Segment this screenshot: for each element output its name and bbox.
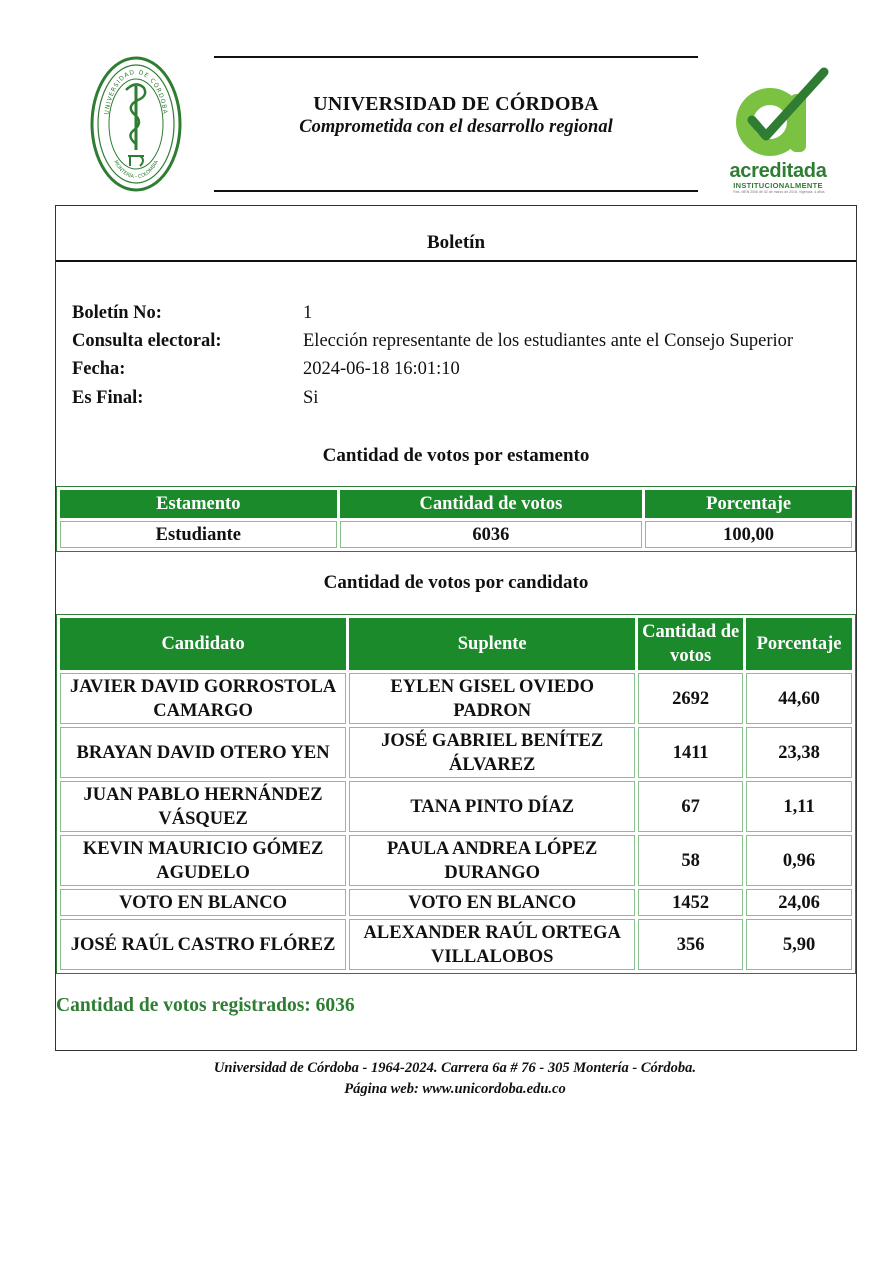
table-cell: KEVIN MAURICIO GÓMEZ AGUDELO [60, 835, 346, 886]
table-cell: 0,96 [746, 835, 852, 886]
table-cell: 1411 [638, 727, 743, 778]
table-row [60, 781, 852, 832]
table-header-row [60, 490, 852, 518]
info-value: 2024-06-18 16:01:10 [303, 359, 460, 379]
estamento-section-title: Cantidad de votos por estamento [322, 445, 590, 466]
table-cell: 2692 [638, 673, 743, 724]
column-header: Cantidad de votos [638, 618, 743, 670]
table-row [60, 521, 852, 548]
table-cell: Estudiante [60, 521, 337, 548]
table-cell: 100,00 [645, 521, 852, 548]
table-cell: TANA PINTO DÍAZ [349, 781, 635, 832]
table-cell: 58 [638, 835, 743, 886]
accreditation-subtitle: INSTITUCIONALMENTE [733, 181, 823, 190]
header-top-rule [214, 56, 698, 58]
table-cell: 6036 [340, 521, 643, 548]
accreditation-fine-print: Res. MEN 2006 de 02 de marzo de 2018, Vigencia: 4 años [733, 190, 825, 194]
table-cell: 356 [638, 919, 743, 970]
info-value: 1 [303, 303, 313, 323]
info-label: Consulta electoral: [72, 331, 222, 351]
table-row [60, 727, 852, 778]
table-cell: PAULA ANDREA LÓPEZ DURANGO [349, 835, 635, 886]
table-cell: 1452 [638, 889, 743, 916]
table-cell: 67 [638, 781, 743, 832]
table-cell: 24,06 [746, 889, 852, 916]
bulletin-title: Boletín [56, 206, 856, 262]
header-bottom-rule [214, 190, 698, 192]
table-cell: BRAYAN DAVID OTERO YEN [60, 727, 346, 778]
table-cell: 1,11 [746, 781, 852, 832]
university-motto: Comprometida con el desarrollo regional [299, 117, 613, 137]
table-cell: EYLEN GISEL OVIEDO PADRON [349, 673, 635, 724]
column-header: Suplente [349, 618, 635, 670]
column-header: Cantidad de votos [340, 490, 643, 518]
info-value: Si [303, 388, 319, 408]
bulletin-box [55, 205, 857, 1051]
info-row-date [72, 359, 852, 387]
table-header-row [60, 618, 852, 670]
column-header: Porcentaje [645, 490, 852, 518]
column-header: Candidato [60, 618, 346, 670]
footer-address: Universidad de Córdoba - 1964-2024. Carrera 6a # 76 - 305 Montería - Córdoba. [213, 1060, 697, 1076]
candidato-section-title: Cantidad de votos por candidato [323, 572, 589, 593]
info-label: Boletín No: [72, 303, 162, 323]
table-row [60, 919, 852, 970]
column-header: Porcentaje [746, 618, 852, 670]
info-row-is-final [72, 388, 852, 416]
total-registered-votes: Cantidad de votos registrados: 6036 [56, 995, 355, 1016]
table-cell: 5,90 [746, 919, 852, 970]
table-cell: JOSÉ RAÚL CASTRO FLÓREZ [60, 919, 346, 970]
column-header: Estamento [60, 490, 337, 518]
table-row [60, 835, 852, 886]
footer-website: Página web: www.unicordoba.edu.co [344, 1081, 566, 1097]
university-seal-logo [90, 56, 182, 192]
candidato-table [56, 614, 856, 974]
table-cell: JUAN PABLO HERNÁNDEZ VÁSQUEZ [60, 781, 346, 832]
university-name: UNIVERSIDAD DE CÓRDOBA [313, 93, 599, 115]
table-cell: 44,60 [746, 673, 852, 724]
table-cell: ALEXANDER RAÚL ORTEGA VILLALOBOS [349, 919, 635, 970]
info-label: Es Final: [72, 388, 144, 408]
table-cell: JAVIER DAVID GORROSTOLA CAMARGO [60, 673, 346, 724]
table-row [60, 889, 852, 916]
svg-text:UNIVERSIDAD DE CÓRDOBA: UNIVERSIDAD DE CÓRDOBA [103, 68, 169, 116]
accreditation-word: acreditada [729, 160, 827, 182]
table-cell: VOTO EN BLANCO [349, 889, 635, 916]
svg-text:MONTERÍA - COLOMBIA: MONTERÍA - COLOMBIA [112, 159, 160, 181]
info-row-electoral-consult [72, 331, 852, 359]
table-cell: JOSÉ GABRIEL BENÍTEZ ÁLVAREZ [349, 727, 635, 778]
info-row-bulletin-number [72, 303, 852, 331]
info-label: Fecha: [72, 359, 126, 379]
table-cell: 23,38 [746, 727, 852, 778]
table-row [60, 673, 852, 724]
estamento-table [56, 486, 856, 552]
table-cell: VOTO EN BLANCO [60, 889, 346, 916]
info-value: Elección representante de los estudiantes ante el Consejo Superior [303, 331, 794, 351]
